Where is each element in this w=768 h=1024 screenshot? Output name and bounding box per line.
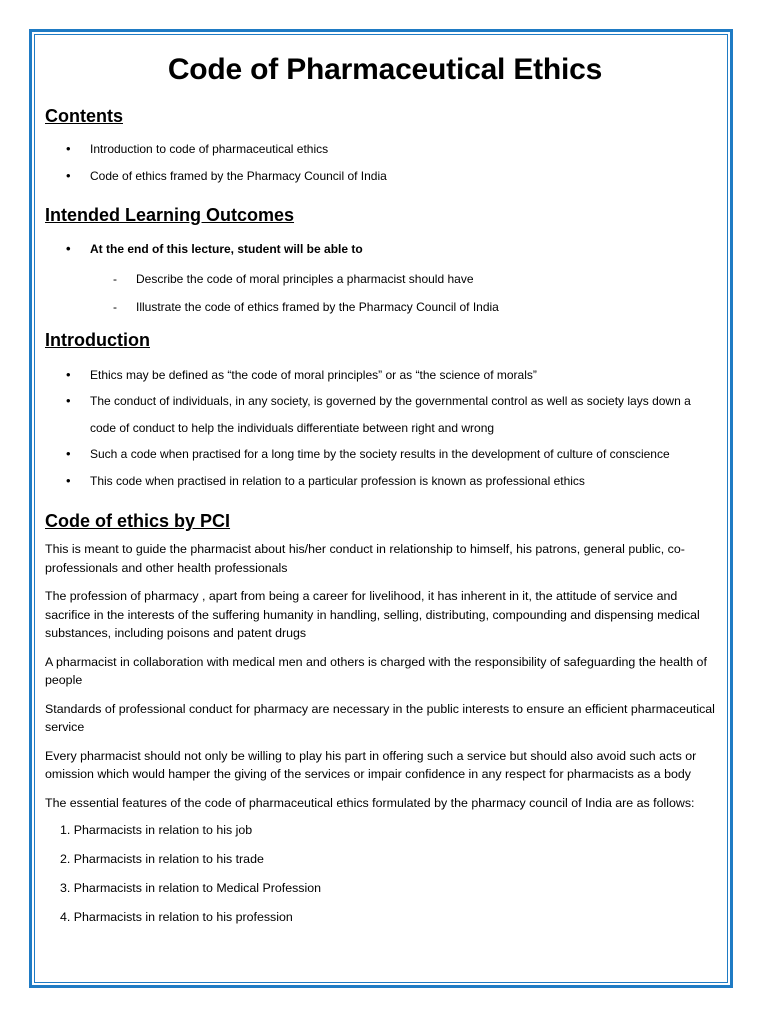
paragraph: Every pharmacist should not only be willing to play his part in offering such a service but should also avoid such acts or omission which would hamper the giving of the services or impair confidence in any respect for pharmacists as a body	[45, 748, 697, 781]
list-item: - Illustrate the code of ethics framed by the Pharmacy Council of India	[45, 293, 725, 321]
list-item: • Introduction to code of pharmaceutical ethics	[45, 136, 725, 163]
outcomes-list	[45, 236, 725, 263]
section-heading-introduction: Introduction	[45, 329, 150, 350]
list-item: 1. Pharmacists in relation to his job	[60, 823, 253, 837]
list-item: • The conduct of individuals, in any society, is governed by the governmental control as well as society lays down a code of conduct to help the individuals differentiate between right and wrong	[45, 388, 725, 441]
introduction-list	[45, 362, 725, 495]
list-item: 2. Pharmacists in relation to his trade	[60, 852, 264, 866]
list-item: 4. Pharmacists in relation to his profession	[60, 910, 293, 924]
list-item: • Code of ethics framed by the Pharmacy Council of India	[45, 163, 725, 190]
document-title: Code of Pharmaceutical Ethics	[167, 53, 603, 86]
paragraph: The essential features of the code of pharmaceutical ethics formulated by the pharmacy council of India are as follows:	[45, 795, 695, 810]
outcomes-sublist	[45, 265, 725, 321]
list-item: - Describe the code of moral principles a pharmacist should have	[45, 265, 725, 293]
document-body	[45, 48, 725, 932]
paragraph: A pharmacist in collaboration with medical men and others is charged with the responsibility of safeguarding the health of people	[45, 654, 707, 687]
list-item: • Such a code when practised for a long time by the society results in the development of culture of conscience	[45, 441, 725, 468]
list-item: • This code when practised in relation to a particular profession is known as professional ethics	[45, 468, 725, 495]
section-heading-outcomes: Intended Learning Outcomes	[45, 205, 295, 225]
section-heading-contents: Contents	[45, 106, 123, 126]
paragraph: Standards of professional conduct for pharmacy are necessary in the public interests to ensure an efficient pharmaceutical service	[45, 701, 715, 734]
features-list	[45, 816, 725, 932]
paragraph: The profession of pharmacy , apart from being a career for livelihood, it has inherent in it, the attitude of service and sacrifice in the interests of the suffering humanity in handling, selling, distributing, compounding and dispensing medical substances, including poisons and patent drugs	[45, 589, 700, 640]
list-item: • Ethics may be defined as “the code of moral principles” or as “the science of morals”	[45, 362, 725, 389]
list-item: • At the end of this lecture, student will be able to	[45, 236, 725, 263]
section-heading-pci: Code of ethics by PCI	[45, 511, 231, 531]
list-item: 3. Pharmacists in relation to Medical Profession	[60, 881, 322, 895]
paragraph: This is meant to guide the pharmacist about his/her conduct in relationship to himself, his patrons, general public, co-professionals and other health professionals	[45, 542, 685, 575]
contents-list	[45, 136, 725, 189]
